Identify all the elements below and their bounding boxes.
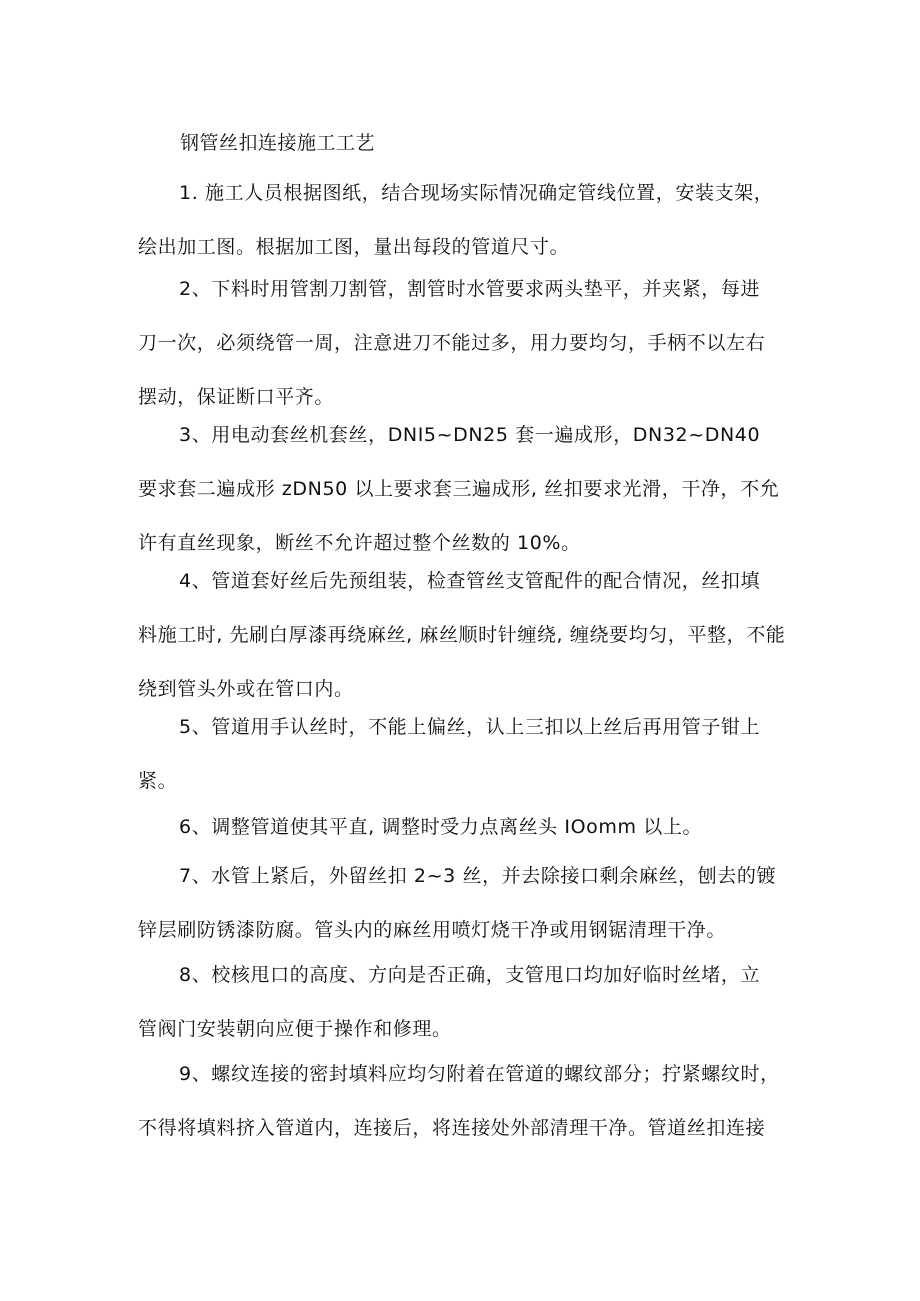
- paragraph-line: 绘出加工图。根据加工图，量出每段的管道尺寸。: [138, 236, 570, 258]
- paragraph-8: [138, 948, 790, 1056]
- paragraph-1: [138, 166, 790, 274]
- paragraph-line: 不得将填料挤入管道内，连接后，将连接处外部清理干净。管道丝扣连接: [138, 1117, 766, 1139]
- paragraph-line: 6、调整管道使其平直, 调整时受力点离丝头 IOomm 以上。: [179, 816, 703, 838]
- paragraph-line: 管阀门安装朝向应便于操作和修理。: [138, 1018, 452, 1040]
- paragraph-line: 绕到管头外或在管口内。: [138, 678, 354, 700]
- document-title: 钢管丝扣连接施工工艺: [180, 132, 376, 154]
- paragraph-line: 1. 施工人员根据图纸，结合现场实际情况确定管线位置，安装支架，: [179, 182, 774, 204]
- paragraph-line: 8、校核甩口的高度、方向是否正确，支管甩口均加好临时丝堵，立: [179, 964, 761, 986]
- paragraph-4: [138, 554, 790, 716]
- paragraph-2: [138, 262, 790, 424]
- paragraph-9: [138, 1047, 790, 1155]
- paragraph-line: 3、用电动套丝机套丝，DNI5~DN25 套一遍成形，DN32~DN40: [179, 424, 761, 446]
- paragraph-line: 7、水管上紧后，外留丝扣 2~3 丝，并去除接口剩余麻丝，刨去的镀: [179, 865, 777, 887]
- paragraph-7: [138, 849, 790, 957]
- paragraph-line: 5、管道用手认丝时，不能上偏丝，认上三扣以上丝后再用管子钳上: [179, 716, 761, 738]
- paragraph-line: 许有直丝现象，断丝不允许超过整个丝数的 10%。: [138, 532, 581, 554]
- paragraph-line: 4、管道套好丝后先预组装，检查管丝支管配件的配合情况，丝扣填: [179, 570, 761, 592]
- paragraph-line: 料施工时, 先刷白厚漆再绕麻丝, 麻丝顺时针缠绕, 缠绕要均匀，平整，不能: [138, 624, 786, 646]
- paragraph-line: 2、下料时用管割刀割管，割管时水管要求两头垫平，并夹紧，每进: [179, 278, 761, 300]
- paragraph-line: 摆动，保证断口平齐。: [138, 386, 335, 408]
- paragraph-line: 锌层刷防锈漆防腐。管头内的麻丝用喷灯烧干净或用钢锯清理干净。: [138, 919, 727, 941]
- paragraph-line: 要求套二遍成形 zDN50 以上要求套三遍成形, 丝扣要求光滑，干净，不允: [138, 478, 780, 500]
- paragraph-line: 紧。: [138, 770, 178, 792]
- paragraph-6: [138, 800, 790, 854]
- paragraph-3: [138, 408, 790, 570]
- paragraph-line: 刀一次，必须绕管一周，注意进刀不能过多，用力要均匀，手柄不以左右: [138, 332, 766, 354]
- paragraph-5: [138, 700, 790, 808]
- paragraph-line: 9、螺纹连接的密封填料应均匀附着在管道的螺纹部分；拧紧螺纹时，: [179, 1063, 780, 1085]
